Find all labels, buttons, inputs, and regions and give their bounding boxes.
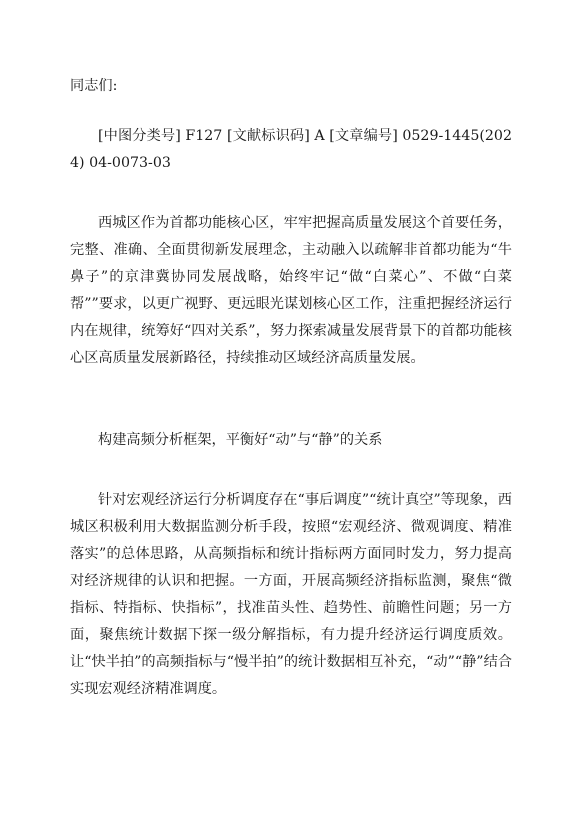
section-heading: 构建高频分析框架，平衡好“动”与“静”的关系 (98, 432, 383, 448)
body-paragraph-1: 西城区作为首都功能核心区，牢牢把握高质量发展这个首要任务，完整、准确、全面贯彻新发展理念，主动融入以疏解非首都功能为“牛鼻子”的京津冀协同发展战略，始终牢记“做“白菜心”、不做“白菜帮””要求，以更广视野、更远眼光谋划核心区工作，注重把握经济运行内在规律，统筹好“四对关系”，努力探索减量发展背景下的首都功能核心区高质量发展新路径，持续推动区域经济高质量发展。 (70, 215, 512, 366)
body-paragraph-2: 针对宏观经济运行分析调度存在“事后调度”“统计真空”等现象，西城区积极利用大数据监测分析手段，按照“宏观经济、微观调度、精准落实”的总体思路，从高频指标和统计指标两方面同时发力，努力提高对经济规律的认识和把握。一方面，开展高频经济指标监测，聚焦“微指标、特指标、快指标”，找准苗头性、趋势性、前瞻性问题；另一方面，聚焦统计数据下探一级分解指标，有力提升经济运行调度质效。让“快半拍”的高频指标与“慢半拍”的统计数据相互补充，“动”“静”结合实现宏观经济精准调度。 (70, 492, 512, 697)
salutation: 同志们: (70, 78, 118, 94)
classification-line: [中图分类号] F127 [文献标识码] A [文章编号] 0529-1445(2024) 04-0073-03 (70, 128, 512, 171)
